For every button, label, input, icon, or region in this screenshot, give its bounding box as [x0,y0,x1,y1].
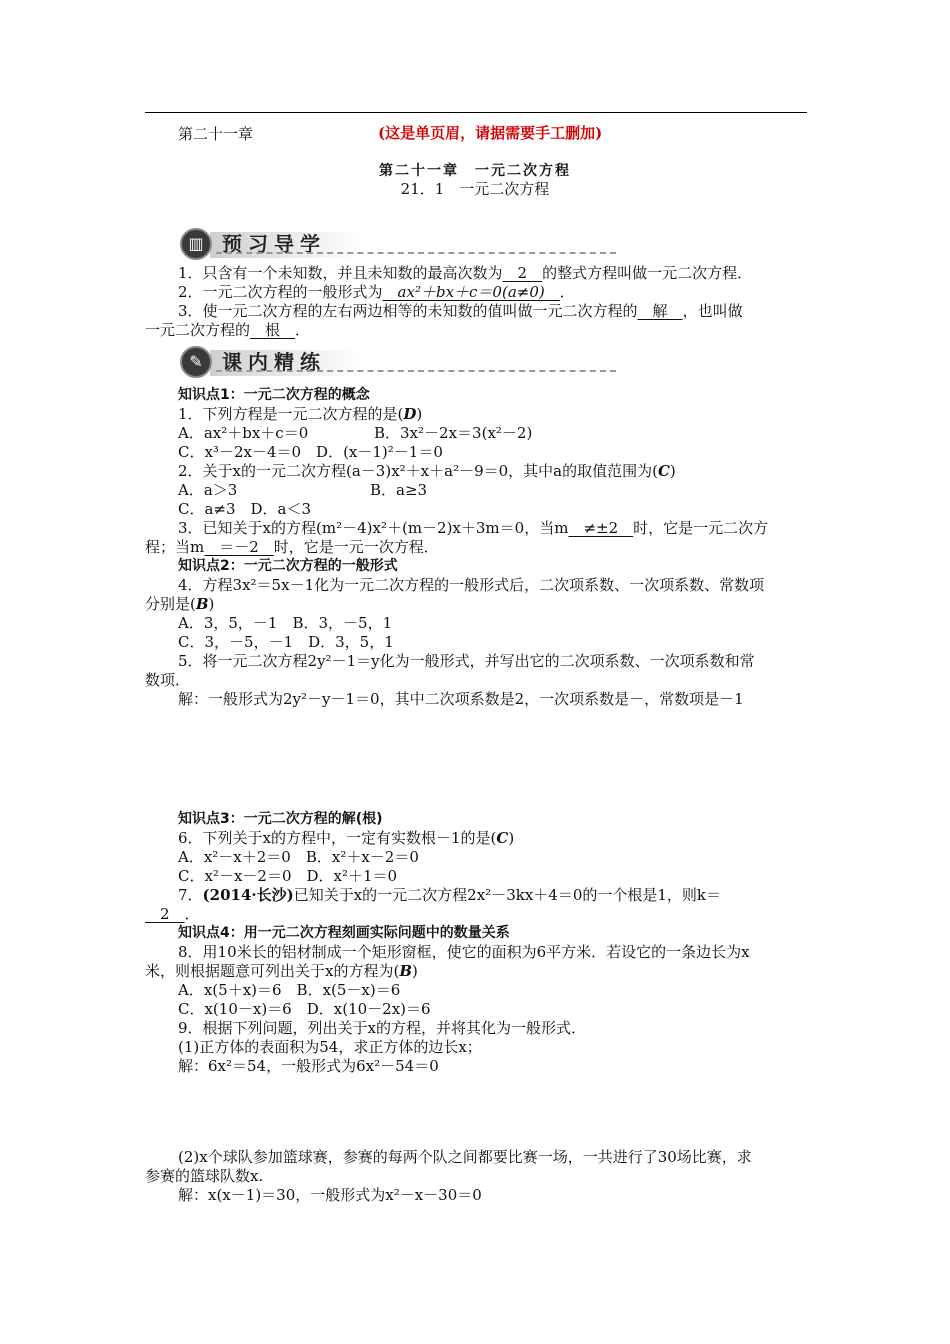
preview-q2: 2．一元二次方程的一般形式为 ax²＋bx＋c＝0(a≠0) ． [178,283,575,301]
kp4-q8: 8．用10米长的铝材制成一个矩形窗框，使它的面积为6平方米．若设它的一条边长为x [178,943,750,961]
kp4-title: 知识点4：用一元二次方程刻画实际问题中的数量关系 [178,925,510,941]
kp4-q8-opt-ab: A．x(5＋x)＝6 B．x(5－x)＝6 [178,981,401,999]
kp1-q2-opt-a: A．a＞3 [178,481,238,499]
kp3-title: 知识点3：一元二次方程的解(根) [178,811,383,827]
kp3-q6-opt-cd: C．x²－x－2＝0 D．x²＋1＝0 [178,867,398,885]
preview-banner [180,228,620,262]
kp4-q9-part1-solution: 解：6x²＝54，一般形式为6x²－54＝0 [178,1057,439,1075]
kp2-q5-cont: 数项． [145,671,191,689]
book-icon: ▥ [180,228,212,260]
kp1-q1-opt-b: B．3x²－2x＝3(x²－2) [374,424,533,442]
kp1-q1-opt-a: A．ax²＋bx＋c＝0 [178,424,309,442]
kp1-q3: 3．已知关于x的方程(m²－4)x²＋(m－2)x＋3m＝0，当m ≠±2 时，它是一元二次方 [178,519,769,537]
preview-q1: 1．只含有一个未知数，并且未知数的最高次数为 2 的整式方程叫做一元二次方程． [178,264,753,282]
kp1-title: 知识点1：一元二次方程的概念 [178,387,370,403]
section-title: 21．1 一元二次方程 [400,180,550,198]
kp1-q2: 2．关于x的一元二次方程(a－3)x²＋x＋a²－9＝0，其中a的取值范围为(C) [178,462,676,480]
kp4-q9-part2-solution: 解：x(x－1)＝30，一般形式为x²－x－30＝0 [178,1186,482,1204]
practice-banner [180,346,620,380]
header-note: (这是单页眉，请据需要手工删加) [378,124,603,142]
kp2-q4: 4．方程3x²＝5x－1化为一元二次方程的一般形式后，二次项系数、一次项系数、常数项 [178,576,765,594]
kp3-q7: 7．(2014·长沙)已知关于x的一元二次方程2x²－3kx＋4＝0的一个根是1，则k＝ [178,886,722,904]
pencil-icon: ✎ [180,346,212,378]
practice-banner-label: 课内精练 [222,350,326,374]
kp2-title: 知识点2：一元二次方程的一般形式 [178,558,398,574]
kp3-q6: 6．下列关于x的方程中，一定有实数根－1的是(C) [178,829,515,847]
kp2-q4-cont: 分别是(B) [145,595,215,613]
kp4-q8-cont: 米，则根据题意可列出关于x的方程为(B) [145,962,418,980]
kp2-q5-solution: 解：一般形式为2y²－y－1＝0，其中二次项系数是2，一次项系数是－，常数项是－1 [178,690,744,708]
kp3-q7-cont: 2 ． [145,905,200,923]
kp2-q4-opt-ab: A．3，5，－1 B．3，－5，1 [178,614,393,632]
kp1-q2-opt-cd: C．a≠3 D．a＜3 [178,500,312,518]
kp4-q9-part2-cont: 参赛的篮球队数x. [145,1167,264,1185]
kp2-q4-opt-cd: C．3，－5，－1 D．3，5，1 [178,633,394,651]
kp2-q5: 5．将一元二次方程2y²－1＝y化为一般形式，并写出它的二次项系数、一次项系数和常 [178,652,755,670]
header-rule [145,112,807,113]
kp4-q9-part1: (1)正方体的表面积为54，求正方体的边长x； [178,1038,482,1056]
running-header: 第二十一章 [178,125,254,143]
kp1-q1-opt-cd: C．x³－2x－4＝0 D．(x－1)²－1＝0 [178,443,443,461]
kp4-q8-opt-cd: C．x(10－x)＝6 D．x(10－2x)＝6 [178,1000,431,1018]
kp4-q9-part2: (2)x个球队参加篮球赛，参赛的每两个队之间都要比赛一场，一共进行了30场比赛，求 [178,1148,752,1166]
chapter-title: 第二十一章 一元二次方程 [379,163,571,179]
kp1-q2-opt-b: B．a≥3 [370,481,428,499]
kp3-q6-opt-ab: A．x²－x＋2＝0 B．x²＋x－2＝0 [178,848,419,866]
preview-banner-label: 预习导学 [222,232,326,256]
preview-q3: 3．使一元二次方程的左右两边相等的未知数的值叫做一元二次方程的 解 ，也叫做 [178,302,743,320]
kp1-q3-cont: 程；当m ＝－2 时，它是一元一次方程． [145,538,439,556]
kp1-q1: 1．下列方程是一元二次方程的是(D) [178,405,423,423]
kp4-q9: 9．根据下列问题，列出关于x的方程，并将其化为一般形式． [178,1019,587,1037]
preview-q3-cont: 一元二次方程的 根 ． [145,321,311,339]
